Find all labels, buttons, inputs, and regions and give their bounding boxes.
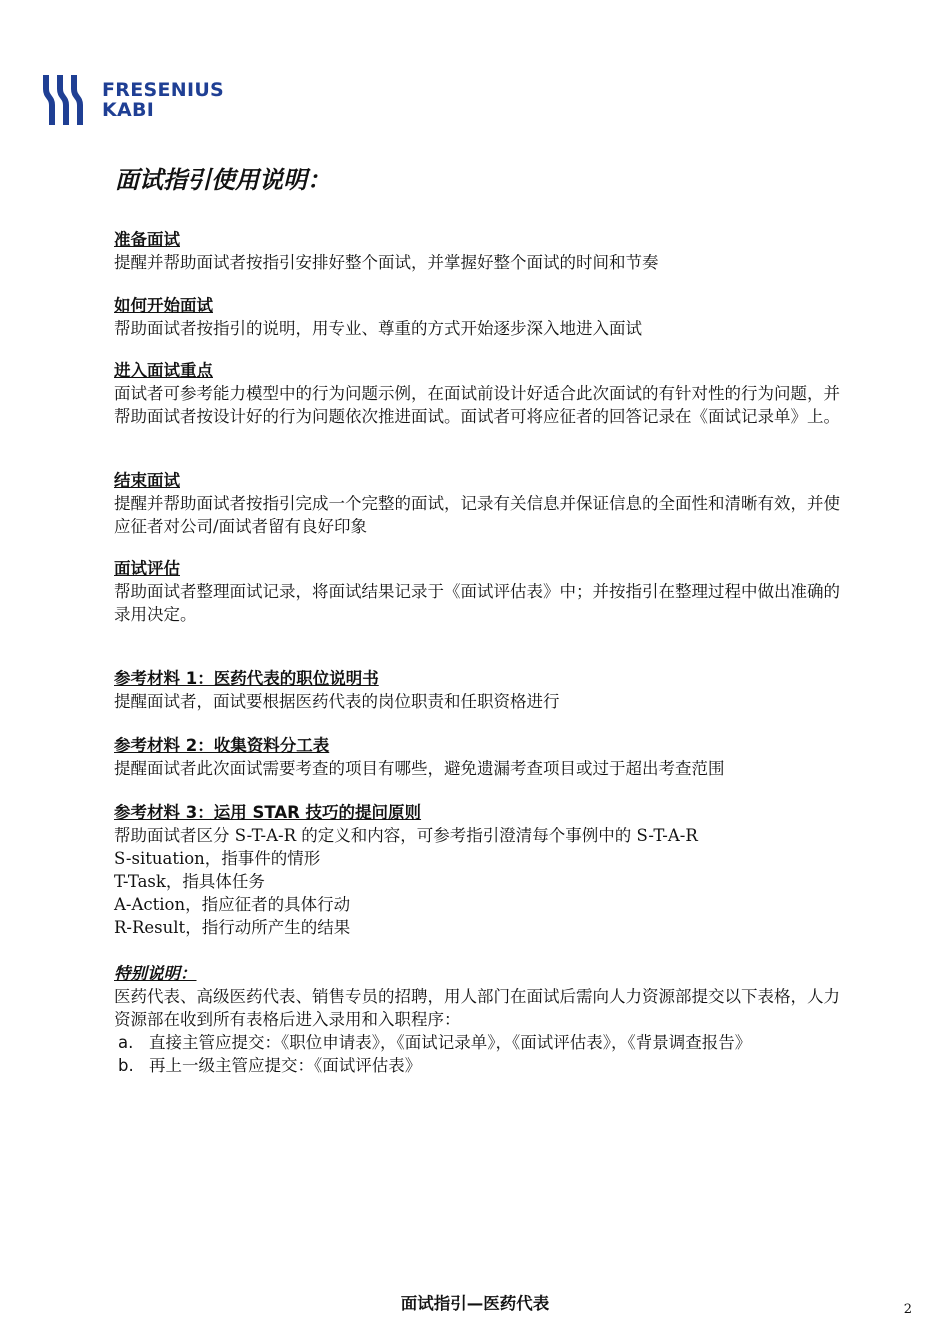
special-note xyxy=(114,962,844,1077)
section-heading: 准备面试 xyxy=(114,230,180,249)
footer-title: 面试指引—医药代表 xyxy=(400,1294,550,1313)
reference-text: 帮助面试者区分 S-T-A-R 的定义和内容，可参考指引澄清每个事例中的 S-T-A-R xyxy=(114,826,698,845)
section-text: 帮助面试者整理面试记录，将面试结果记录于《面试评估表》中；并按指引在整理过程中做出准确的录用决定。 xyxy=(114,582,840,624)
special-text: 医药代表、高级医药代表、销售专员的招聘，用人部门在面试后需向人力资源部提交以下表格，人力资源部在收到所有表格后进入录用和入职程序： xyxy=(114,987,840,1029)
section-heading: 进入面试重点 xyxy=(114,361,213,380)
reference-text: 提醒面试者，面试要根据医药代表的岗位职责和任职资格进行 xyxy=(114,692,560,711)
special-heading: 特别说明： xyxy=(114,964,197,983)
special-list xyxy=(114,1031,844,1077)
company-logo xyxy=(40,73,224,127)
fresenius-kabi-logo-icon xyxy=(40,73,94,127)
list-item-text: 再上一级主管应提交：《面试评估表》 xyxy=(149,1056,422,1075)
page-number: 2 xyxy=(903,1302,912,1317)
list-marker: a. xyxy=(118,1033,134,1052)
section-heading: 如何开始面试 xyxy=(114,296,213,315)
star-result: R-Result，指行动所产生的结果 xyxy=(114,918,351,937)
reference-1 xyxy=(114,667,844,713)
logo-text xyxy=(102,80,224,120)
section-end xyxy=(114,469,844,538)
section-evaluate xyxy=(114,557,844,626)
list-item xyxy=(114,1054,844,1077)
reference-2 xyxy=(114,734,844,780)
section-text: 提醒并帮助面试者按指引完成一个完整的面试，记录有关信息并保证信息的全面性和清晰有效，并使应征者对公司/面试者留有良好印象 xyxy=(114,494,840,536)
star-situation: S-situation，指事件的情形 xyxy=(114,849,321,868)
section-heading: 结束面试 xyxy=(114,471,180,490)
reference-heading: 参考材料 1：医药代表的职位说明书 xyxy=(114,669,379,688)
list-marker: b. xyxy=(118,1056,134,1075)
section-prepare xyxy=(114,228,844,274)
reference-heading: 参考材料 2：收集资料分工表 xyxy=(114,736,330,755)
logo-line-1: FRESENIUS xyxy=(102,79,225,101)
reference-heading: 参考材料 3：运用 STAR 技巧的提问原则 xyxy=(114,803,422,822)
page-title: 面试指引使用说明： xyxy=(115,166,331,194)
section-start xyxy=(114,294,844,340)
section-text: 面试者可参考能力模型中的行为问题示例，在面试前设计好适合此次面试的有针对性的行为问题，并帮助面试者按设计好的行为问题依次推进面试。面试者可将应征者的回答记录在《面试记录单》上。 xyxy=(114,384,840,426)
section-text: 提醒并帮助面试者按指引安排好整个面试，并掌握好整个面试的时间和节奏 xyxy=(114,253,659,272)
section-heading: 面试评估 xyxy=(114,559,180,578)
section-focus xyxy=(114,359,844,428)
list-item xyxy=(114,1031,844,1054)
logo-line-2: KABI xyxy=(102,99,155,121)
section-text: 帮助面试者按指引的说明，用专业、尊重的方式开始逐步深入地进入面试 xyxy=(114,319,642,338)
star-task: T-Task，指具体任务 xyxy=(114,872,265,891)
reference-text: 提醒面试者此次面试需要考查的项目有哪些，避免遗漏考查项目或过于超出考查范围 xyxy=(114,759,725,778)
list-item-text: 直接主管应提交：《职位申请表》，《面试记录单》，《面试评估表》，《背景调查报告》 xyxy=(149,1033,752,1052)
reference-3 xyxy=(114,801,844,939)
star-action: A-Action，指应征者的具体行动 xyxy=(114,895,351,914)
